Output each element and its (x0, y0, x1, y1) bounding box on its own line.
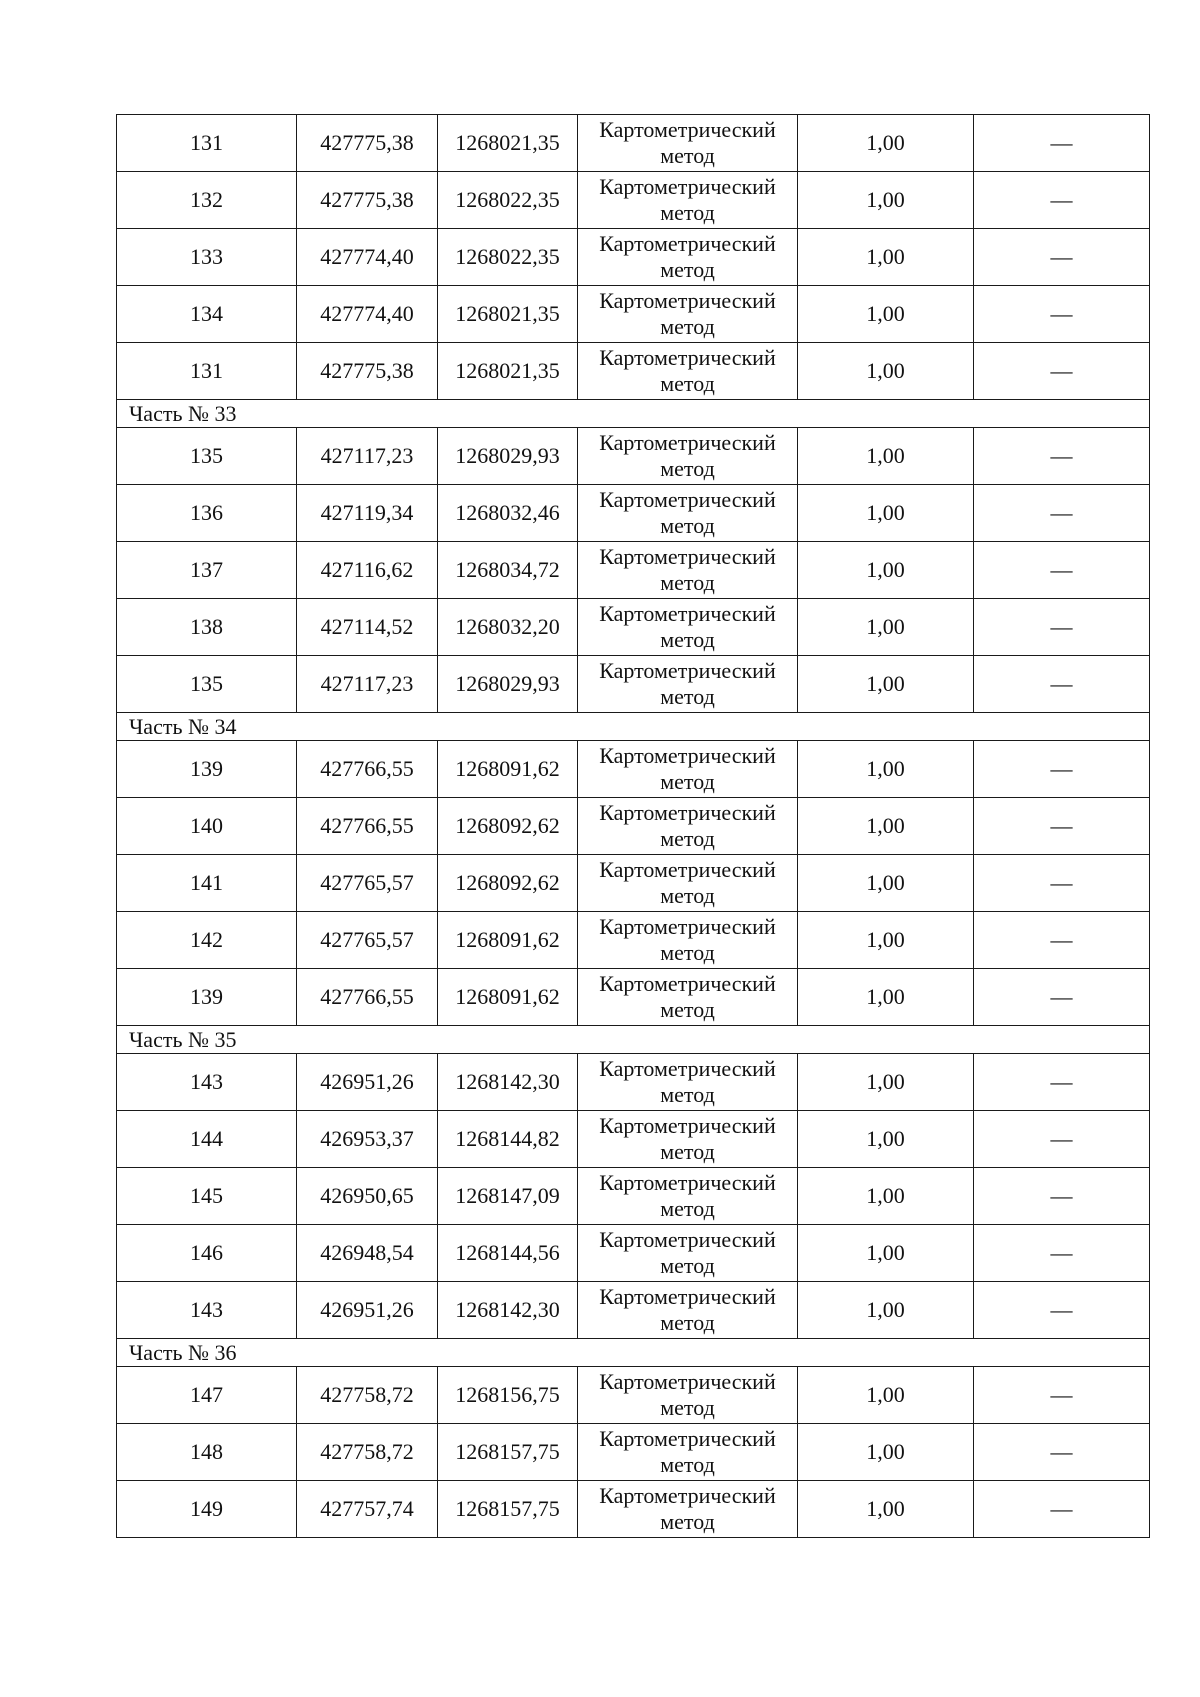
method-line-2: метод (660, 257, 715, 282)
x-coordinate-cell: 426953,37 (297, 1111, 438, 1168)
section-header-row (117, 400, 1150, 428)
method-line-2: метод (660, 1310, 715, 1335)
coordinates-table (116, 114, 1150, 1538)
table-row (117, 969, 1150, 1026)
table-row (117, 115, 1150, 172)
point-number-cell: 138 (117, 599, 297, 656)
note-dash-cell: — (974, 115, 1150, 172)
table-row (117, 656, 1150, 713)
method-line-2: метод (660, 1452, 715, 1477)
table-row (117, 542, 1150, 599)
note-dash-cell: — (974, 855, 1150, 912)
precision-cell: 1,00 (798, 656, 974, 713)
point-number-cell: 143 (117, 1282, 297, 1339)
x-coordinate-cell: 427119,34 (297, 485, 438, 542)
point-number-cell: 142 (117, 912, 297, 969)
section-title: Часть № 35 (117, 1026, 1150, 1054)
precision-cell: 1,00 (798, 1424, 974, 1481)
y-coordinate-cell: 1268032,20 (438, 599, 578, 656)
y-coordinate-cell: 1268021,35 (438, 286, 578, 343)
precision-cell: 1,00 (798, 428, 974, 485)
table-row (117, 599, 1150, 656)
method-line-2: метод (660, 200, 715, 225)
point-number-cell: 135 (117, 428, 297, 485)
table-row (117, 1367, 1150, 1424)
x-coordinate-cell: 426951,26 (297, 1054, 438, 1111)
method-line-1: Картометрический (599, 1284, 776, 1309)
note-dash-cell: — (974, 1168, 1150, 1225)
section-title: Часть № 33 (117, 400, 1150, 428)
method-line-2: метод (660, 627, 715, 652)
method-line-2: метод (660, 314, 715, 339)
x-coordinate-cell: 427765,57 (297, 912, 438, 969)
method-line-2: метод (660, 1509, 715, 1534)
precision-cell: 1,00 (798, 1481, 974, 1538)
method-line-2: метод (660, 143, 715, 168)
table-row (117, 798, 1150, 855)
point-number-cell: 140 (117, 798, 297, 855)
precision-cell: 1,00 (798, 1367, 974, 1424)
precision-cell: 1,00 (798, 1111, 974, 1168)
x-coordinate-cell: 427117,23 (297, 428, 438, 485)
point-number-cell: 135 (117, 656, 297, 713)
method-line-2: метод (660, 371, 715, 396)
method-line-1: Картометрический (599, 1227, 776, 1252)
point-number-cell: 145 (117, 1168, 297, 1225)
precision-cell: 1,00 (798, 172, 974, 229)
method-cell (578, 1168, 798, 1225)
x-coordinate-cell: 427774,40 (297, 286, 438, 343)
x-coordinate-cell: 427758,72 (297, 1367, 438, 1424)
y-coordinate-cell: 1268147,09 (438, 1168, 578, 1225)
method-line-1: Картометрический (599, 1170, 776, 1195)
y-coordinate-cell: 1268091,62 (438, 969, 578, 1026)
note-dash-cell: — (974, 229, 1150, 286)
method-line-2: метод (660, 570, 715, 595)
table-row (117, 428, 1150, 485)
method-cell (578, 855, 798, 912)
table-row (117, 1168, 1150, 1225)
precision-cell: 1,00 (798, 542, 974, 599)
note-dash-cell: — (974, 343, 1150, 400)
y-coordinate-cell: 1268021,35 (438, 343, 578, 400)
x-coordinate-cell: 427116,62 (297, 542, 438, 599)
y-coordinate-cell: 1268157,75 (438, 1481, 578, 1538)
x-coordinate-cell: 427114,52 (297, 599, 438, 656)
note-dash-cell: — (974, 428, 1150, 485)
method-line-2: метод (660, 1082, 715, 1107)
method-cell (578, 1424, 798, 1481)
method-line-1: Картометрический (599, 800, 776, 825)
x-coordinate-cell: 427775,38 (297, 115, 438, 172)
method-cell (578, 656, 798, 713)
table-row (117, 1282, 1150, 1339)
point-number-cell: 141 (117, 855, 297, 912)
note-dash-cell: — (974, 1481, 1150, 1538)
table-row (117, 229, 1150, 286)
method-line-1: Картометрический (599, 231, 776, 256)
y-coordinate-cell: 1268144,56 (438, 1225, 578, 1282)
note-dash-cell: — (974, 485, 1150, 542)
y-coordinate-cell: 1268092,62 (438, 855, 578, 912)
method-line-2: метод (660, 883, 715, 908)
x-coordinate-cell: 426950,65 (297, 1168, 438, 1225)
table-row (117, 912, 1150, 969)
precision-cell: 1,00 (798, 912, 974, 969)
method-line-1: Картометрический (599, 487, 776, 512)
method-line-2: метод (660, 456, 715, 481)
table-row (117, 741, 1150, 798)
point-number-cell: 133 (117, 229, 297, 286)
y-coordinate-cell: 1268021,35 (438, 115, 578, 172)
precision-cell: 1,00 (798, 286, 974, 343)
point-number-cell: 139 (117, 741, 297, 798)
note-dash-cell: — (974, 1054, 1150, 1111)
method-line-1: Картометрический (599, 914, 776, 939)
x-coordinate-cell: 427775,38 (297, 343, 438, 400)
method-line-1: Картометрический (599, 658, 776, 683)
method-line-1: Картометрический (599, 544, 776, 569)
method-line-1: Картометрический (599, 1483, 776, 1508)
x-coordinate-cell: 427758,72 (297, 1424, 438, 1481)
x-coordinate-cell: 426948,54 (297, 1225, 438, 1282)
method-line-2: метод (660, 513, 715, 538)
point-number-cell: 146 (117, 1225, 297, 1282)
y-coordinate-cell: 1268029,93 (438, 428, 578, 485)
method-line-1: Картометрический (599, 1426, 776, 1451)
point-number-cell: 149 (117, 1481, 297, 1538)
precision-cell: 1,00 (798, 1282, 974, 1339)
note-dash-cell: — (974, 969, 1150, 1026)
method-line-1: Картометрический (599, 743, 776, 768)
point-number-cell: 136 (117, 485, 297, 542)
section-title: Часть № 34 (117, 713, 1150, 741)
method-cell (578, 969, 798, 1026)
point-number-cell: 143 (117, 1054, 297, 1111)
method-line-1: Картометрический (599, 601, 776, 626)
method-cell (578, 741, 798, 798)
note-dash-cell: — (974, 798, 1150, 855)
table-row (117, 343, 1150, 400)
note-dash-cell: — (974, 741, 1150, 798)
table-row (117, 855, 1150, 912)
method-cell (578, 912, 798, 969)
section-header-row (117, 1339, 1150, 1367)
precision-cell: 1,00 (798, 115, 974, 172)
coordinates-table-body (117, 115, 1150, 1538)
table-row (117, 286, 1150, 343)
method-line-2: метод (660, 997, 715, 1022)
method-line-1: Картометрический (599, 857, 776, 882)
y-coordinate-cell: 1268092,62 (438, 798, 578, 855)
note-dash-cell: — (974, 542, 1150, 599)
method-line-1: Картометрический (599, 1113, 776, 1138)
method-line-1: Картометрический (599, 1369, 776, 1394)
x-coordinate-cell: 426951,26 (297, 1282, 438, 1339)
point-number-cell: 131 (117, 343, 297, 400)
method-line-1: Картометрический (599, 1056, 776, 1081)
note-dash-cell: — (974, 599, 1150, 656)
method-cell (578, 542, 798, 599)
table-row (117, 485, 1150, 542)
x-coordinate-cell: 427774,40 (297, 229, 438, 286)
table-row (117, 1481, 1150, 1538)
note-dash-cell: — (974, 172, 1150, 229)
y-coordinate-cell: 1268144,82 (438, 1111, 578, 1168)
point-number-cell: 148 (117, 1424, 297, 1481)
section-header-row (117, 1026, 1150, 1054)
precision-cell: 1,00 (798, 343, 974, 400)
x-coordinate-cell: 427775,38 (297, 172, 438, 229)
method-line-2: метод (660, 1253, 715, 1278)
method-cell (578, 485, 798, 542)
method-line-2: метод (660, 1196, 715, 1221)
precision-cell: 1,00 (798, 855, 974, 912)
method-line-1: Картометрический (599, 117, 776, 142)
method-line-1: Картометрический (599, 174, 776, 199)
point-number-cell: 147 (117, 1367, 297, 1424)
method-cell (578, 343, 798, 400)
method-line-1: Картометрический (599, 288, 776, 313)
method-cell (578, 172, 798, 229)
precision-cell: 1,00 (798, 1168, 974, 1225)
table-row (117, 172, 1150, 229)
y-coordinate-cell: 1268029,93 (438, 656, 578, 713)
method-cell (578, 229, 798, 286)
method-cell (578, 1481, 798, 1538)
method-line-2: метод (660, 1395, 715, 1420)
point-number-cell: 137 (117, 542, 297, 599)
precision-cell: 1,00 (798, 229, 974, 286)
y-coordinate-cell: 1268091,62 (438, 912, 578, 969)
note-dash-cell: — (974, 1111, 1150, 1168)
point-number-cell: 139 (117, 969, 297, 1026)
note-dash-cell: — (974, 286, 1150, 343)
table-row (117, 1054, 1150, 1111)
y-coordinate-cell: 1268022,35 (438, 172, 578, 229)
method-line-1: Картометрический (599, 345, 776, 370)
method-line-2: метод (660, 940, 715, 965)
y-coordinate-cell: 1268142,30 (438, 1282, 578, 1339)
note-dash-cell: — (974, 1424, 1150, 1481)
precision-cell: 1,00 (798, 1225, 974, 1282)
method-cell (578, 599, 798, 656)
x-coordinate-cell: 427766,55 (297, 741, 438, 798)
table-row (117, 1111, 1150, 1168)
note-dash-cell: — (974, 912, 1150, 969)
precision-cell: 1,00 (798, 485, 974, 542)
point-number-cell: 131 (117, 115, 297, 172)
x-coordinate-cell: 427766,55 (297, 969, 438, 1026)
precision-cell: 1,00 (798, 741, 974, 798)
x-coordinate-cell: 427765,57 (297, 855, 438, 912)
section-title: Часть № 36 (117, 1339, 1150, 1367)
precision-cell: 1,00 (798, 969, 974, 1026)
precision-cell: 1,00 (798, 599, 974, 656)
y-coordinate-cell: 1268022,35 (438, 229, 578, 286)
method-line-2: метод (660, 769, 715, 794)
note-dash-cell: — (974, 656, 1150, 713)
method-line-2: метод (660, 1139, 715, 1164)
section-header-row (117, 713, 1150, 741)
method-line-1: Картометрический (599, 971, 776, 996)
x-coordinate-cell: 427766,55 (297, 798, 438, 855)
precision-cell: 1,00 (798, 798, 974, 855)
note-dash-cell: — (974, 1367, 1150, 1424)
point-number-cell: 144 (117, 1111, 297, 1168)
method-cell (578, 1225, 798, 1282)
method-cell (578, 286, 798, 343)
point-number-cell: 132 (117, 172, 297, 229)
note-dash-cell: — (974, 1225, 1150, 1282)
y-coordinate-cell: 1268032,46 (438, 485, 578, 542)
y-coordinate-cell: 1268034,72 (438, 542, 578, 599)
method-line-2: метод (660, 826, 715, 851)
y-coordinate-cell: 1268157,75 (438, 1424, 578, 1481)
method-cell (578, 798, 798, 855)
method-cell (578, 115, 798, 172)
y-coordinate-cell: 1268142,30 (438, 1054, 578, 1111)
note-dash-cell: — (974, 1282, 1150, 1339)
precision-cell: 1,00 (798, 1054, 974, 1111)
method-cell (578, 1367, 798, 1424)
y-coordinate-cell: 1268091,62 (438, 741, 578, 798)
method-cell (578, 1054, 798, 1111)
method-cell (578, 428, 798, 485)
x-coordinate-cell: 427117,23 (297, 656, 438, 713)
method-cell (578, 1111, 798, 1168)
method-line-1: Картометрический (599, 430, 776, 455)
method-cell (578, 1282, 798, 1339)
table-row (117, 1225, 1150, 1282)
y-coordinate-cell: 1268156,75 (438, 1367, 578, 1424)
table-row (117, 1424, 1150, 1481)
method-line-2: метод (660, 684, 715, 709)
point-number-cell: 134 (117, 286, 297, 343)
x-coordinate-cell: 427757,74 (297, 1481, 438, 1538)
